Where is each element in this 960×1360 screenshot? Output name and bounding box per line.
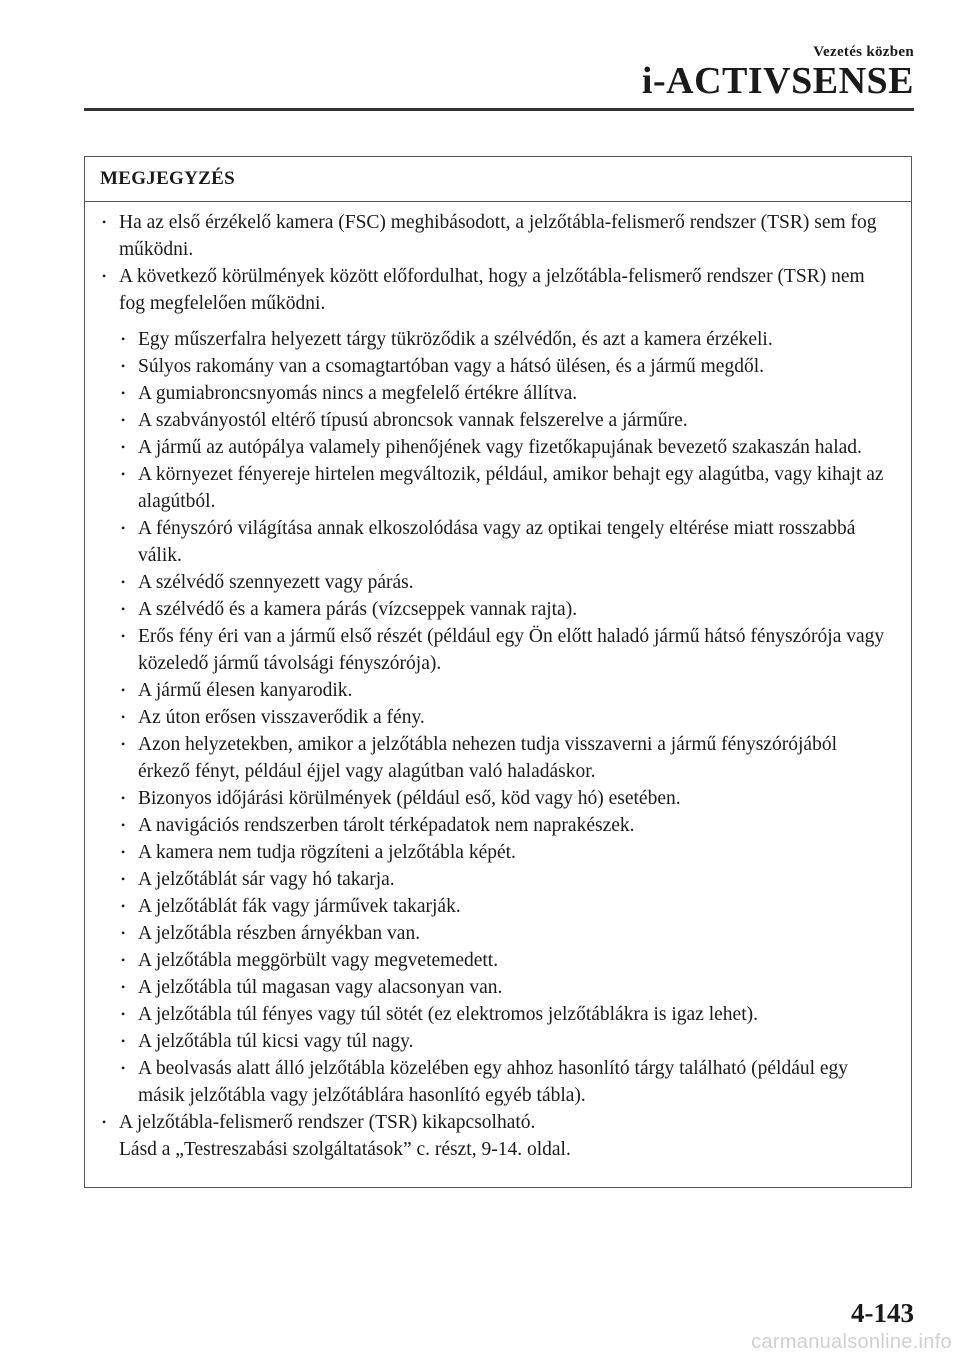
sub-list [100,326,891,1109]
sub-list-item: • A jelzőtábla túl magasan vagy alacsonyan van. [119,974,891,1001]
sub-list-item: • Azon helyzetekben, amikor a jelzőtábla nehezen tudja visszaverni a jármű fényszórójából érkező fényt, például éjjel vagy alagútban való haladáskor. [119,731,891,785]
sub-list-item: • A gumiabroncsnyomás nincs a megfelelő értékre állítva. [119,380,891,407]
sub-list-item: • A jelzőtábla részben árnyékban van. [119,920,891,947]
sub-list-item: • A jármű élesen kanyarodik. [119,677,891,704]
page-number: 4-143 [851,1298,914,1328]
sub-list-item: • A jelzőtábla túl kicsi vagy túl nagy. [119,1028,891,1055]
list-item-text: • A jelzőtábla-felismerő rendszer (TSR) kikapcsolható. [119,1112,536,1133]
sub-list-item: • A szabványostól eltérő típusú abroncsok vannak felszerelve a járműre. [119,407,891,434]
section-label: Vezetés közben [813,44,914,60]
sub-list-item: • Erős fény éri van a jármű első részét (például egy Ön előtt haladó jármű hátsó fényszórója vagy közeledő jármű távolsági fényszórója). [119,623,891,677]
page-reference: Lásd a „Testreszabási szolgáltatások” c. részt, 9-14. oldal. [119,1139,571,1160]
sub-list-item: • A szélvédő szennyezett vagy párás. [119,569,891,596]
sub-list-item: • A navigációs rendszerben tárolt térképadatok nem naprakészek. [119,812,891,839]
header-divider [84,108,914,111]
sub-list-item: • A jelzőtábla meggörbült vagy megvetemedett. [119,947,891,974]
sub-list-item: • A kamera nem tudja rögzíteni a jelzőtábla képét. [119,839,891,866]
sub-list-item: • A jelzőtáblát sár vagy hó takarja. [119,866,891,893]
sub-list-item: • A beolvasás alatt álló jelzőtábla közelében egy ahhoz hasonlító tárgy található (például egy másik jelzőtábla vagy jelzőtáblára hasonlító egyéb tábla). [119,1055,891,1109]
list-item [100,1109,891,1163]
list-item: • A következő körülmények között előfordulhat, hogy a jelzőtábla-felismerő rendszer (TSR) nem fog megfelelően működni. [100,263,891,317]
note-heading: MEGJEGYZÉS [85,157,911,202]
note-body [85,202,911,1163]
sub-list-item: • A szélvédő és a kamera párás (vízcseppek vannak rajta). [119,596,891,623]
note-box [84,156,912,1188]
page-title: i-ACTIVSENSE [641,60,914,102]
sub-list-item: • A fényszóró világítása annak elkoszolódása vagy az optikai tengely eltérése miatt rosszabbá válik. [119,515,891,569]
list-item: • Ha az első érzékelő kamera (FSC) meghibásodott, a jelzőtábla-felismerő rendszer (TSR) sem fog működni. [100,209,891,263]
sub-list-item: • Egy műszerfalra helyezett tárgy tükröződik a szélvédőn, és azt a kamera érzékeli. [119,326,891,353]
sub-list-item: • A környezet fényereje hirtelen megváltozik, például, amikor behajt egy alagútba, vagy kihajt az alagútból. [119,461,891,515]
sub-list-item: • A jelzőtábla túl fényes vagy túl sötét (ez elektromos jelzőtáblákra is igaz lehet). [119,1001,891,1028]
sub-list-item: • A jármű az autópálya valamely pihenőjének vagy fizetőkapujának bevezető szakaszán halad. [119,434,891,461]
sub-list-item: • Bizonyos időjárási körülmények (például eső, köd vagy hó) esetében. [119,785,891,812]
sub-list-item: • A jelzőtáblát fák vagy járművek takarják. [119,893,891,920]
watermark: carmanualsonline.info [751,1331,952,1353]
sub-list-item: • Súlyos rakomány van a csomagtartóban vagy a hátsó ülésen, és a jármű megdől. [119,353,891,380]
sub-list-item: • Az úton erősen visszaverődik a fény. [119,704,891,731]
